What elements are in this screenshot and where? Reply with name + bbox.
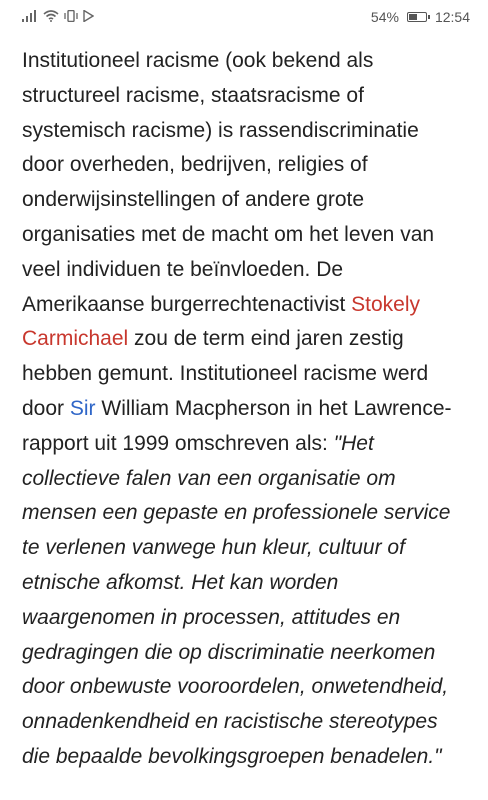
text-line: structureel racisme, staatsracisme of [22,83,364,107]
text-line: Institutioneel racisme (ook bekend als [22,49,374,72]
status-icons-left [22,10,94,22]
play-store-icon [83,10,94,22]
status-icons-right [371,9,470,25]
text-fragment: Amerikaanse burgerrechtenactivist [22,292,352,316]
text-fragment: William Macpherson in het Lawrence- [95,396,452,420]
wifi-icon [43,10,59,22]
text-line: systemisch racisme) is rassendiscriminatie [22,118,419,142]
text-line: organisaties met de macht om het leven van [22,222,435,246]
text-fragment: zou de term eind jaren zestig [128,327,404,351]
link-sir[interactable]: Sir [69,396,96,420]
quote-start: "Het [333,431,374,455]
quote-line: waargenomen in processen, attitudes en [22,605,401,629]
article-body [22,44,472,775]
quote-line: onnadenkendheid en racistische stereotypes [22,710,438,734]
text-line: hebben gemunt. Institutioneel racisme werd [22,362,429,386]
quote-line: door onbewuste vooroordelen, onwetendheid, [22,675,449,699]
quote-line: te verlenen vanwege hun kleur, cultuur of [22,536,405,560]
vibrate-icon [64,10,78,22]
link-stokely-carmichael-cont[interactable]: Carmichael [22,327,129,351]
quote-line: mensen een gepaste en professionele service [22,501,451,525]
text-line [22,427,472,462]
text-line [22,392,472,427]
text-line [22,288,472,323]
signal-icon [22,10,38,22]
text-fragment: door [22,396,70,420]
text-line [22,322,472,357]
text-fragment: rapport uit 1999 omschreven als: [22,431,334,455]
quote-line: die bepaalde bevolkingsgroepen benadelen." [22,744,442,768]
battery-percent: 54% [370,9,399,25]
quote-line: collectieve falen van een organisatie om [22,466,396,490]
article-paragraph [22,44,472,775]
battery-icon [407,12,427,22]
clock: 12:54 [434,9,470,25]
quote-line: etnische afkomst. Het kan worden [22,570,339,594]
quote-line: gedragingen die op discriminatie neerkomen [22,640,436,664]
text-line: veel individuen te beïnvloeden. De [22,257,344,281]
battery-level [409,14,417,20]
status-bar [0,0,488,36]
link-stokely-carmichael[interactable]: Stokely [351,292,421,316]
text-line: onderwijsinstellingen of andere grote [22,188,365,212]
text-line: door overheden, bedrijven, religies of [22,153,368,177]
